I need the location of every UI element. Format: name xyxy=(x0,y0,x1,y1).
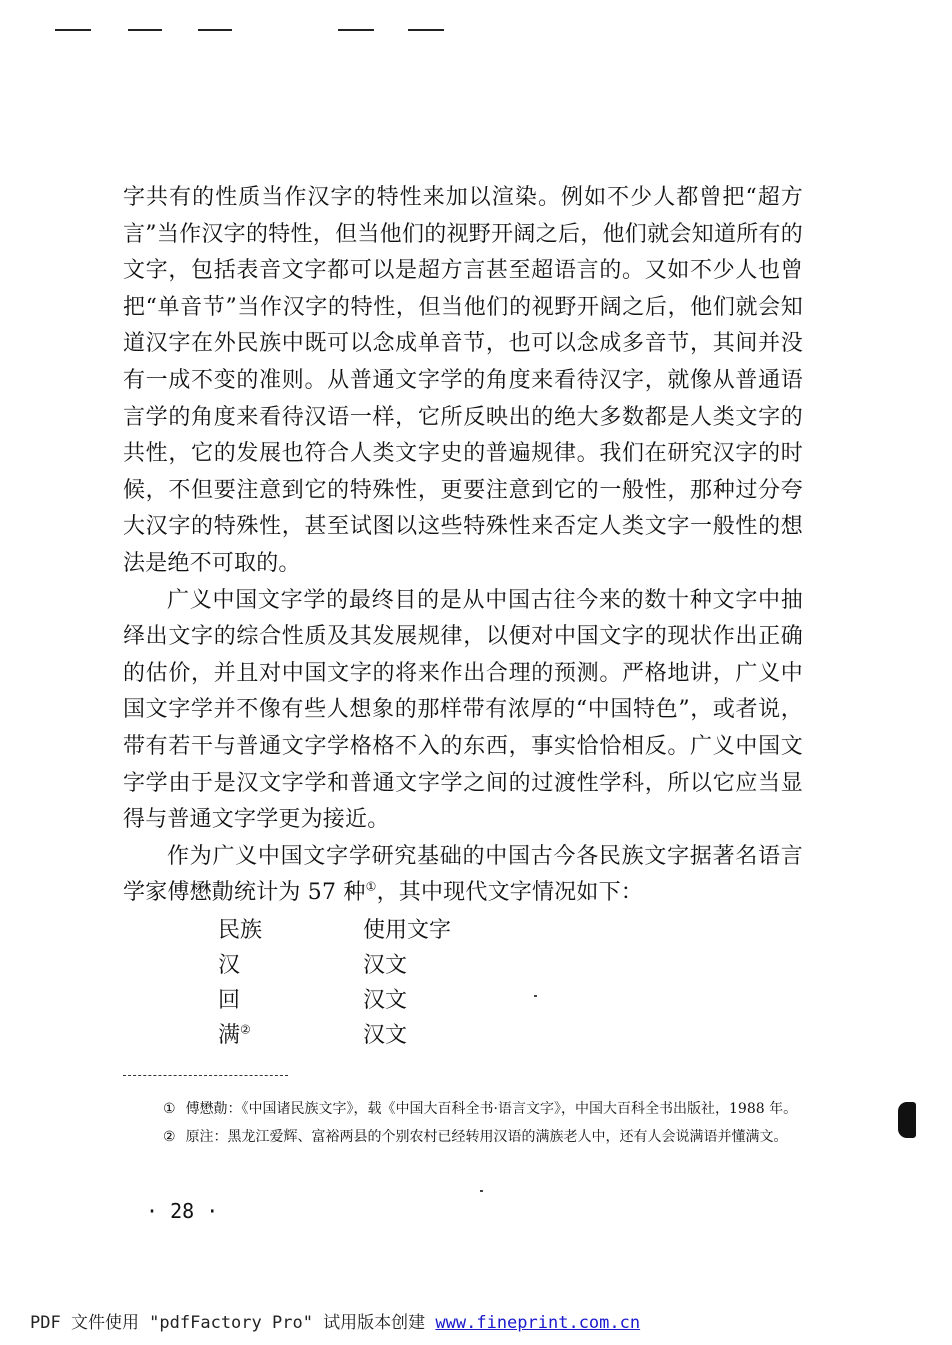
header-dashes xyxy=(0,0,952,40)
page-number: · 28 · xyxy=(146,1199,219,1223)
header-dash xyxy=(128,29,162,31)
paragraph: 广义中国文字学的最终目的是从中国古往今来的数十种文字中抽绎出文字的综合性质及其发展规律，以便对中国文字的现状作出正确的估价，并且对中国文字的将来作出合理的预测。严格地讲，广义中国文字学并不像有些人想象的那样带有浓厚的“中国特色”，或者说，带有若干与普通文字学格格不入的东西，事实恰恰相反。广义中国文字学由于是汉文字学和普通文字学之间的过渡性学科，所以它应当显得与普通文字学更为接近。 xyxy=(123,587,803,833)
header-dash xyxy=(408,29,444,31)
footnote-mark: ② xyxy=(163,1129,176,1145)
footnote xyxy=(123,1098,803,1120)
paragraph: 字共有的性质当作汉字的特性来加以渲染。例如不少人都曾把“超方言”当作汉字的特性，但当他们的视野开阔之后，他们就会知道所有的文字，包括表音文字都可以是超方言甚至超语言的。又如不少人也曾把“单音节”当作汉字的特性，但当他们的视野开阔之后，他们就会知道汉字在外民族中既可以念成单音节，也可以念成多音节，其间并没有一成不变的准则。从普通文字学的角度来看待汉字，就像从普通语言学的角度来看待汉语一样，它所反映出的绝大多数都是人类文字的共性，它的发展也符合人类文字史的普遍规律。我们在研究汉字的时候，不但要注意到它的特殊性，更要注意到它的一般性，那种过分夸大汉字的特殊性，甚至试图以这些特殊性来否定人类文字一般性的想法是绝不可取的。 xyxy=(123,185,803,576)
table-cell-script: 汉文 xyxy=(363,953,408,978)
table-header-ethnic: 民族 xyxy=(218,918,263,943)
table-row xyxy=(218,1018,578,1053)
footnote-reference: ② xyxy=(240,1022,251,1037)
pdf-footer xyxy=(30,1308,640,1333)
footnote-text: 原注：黑龙江爱辉、富裕两县的个别农村已经转用汉语的满族老人中，还有人会说满语并懂满文。 xyxy=(185,1129,788,1145)
table-cell-ethnic: 汉 xyxy=(218,953,241,978)
scan-edge-mark xyxy=(898,1102,916,1138)
paragraph xyxy=(123,839,803,912)
table-cell-ethnic: 回 xyxy=(218,988,241,1013)
table-header-row xyxy=(218,913,578,948)
table-row xyxy=(218,983,578,1018)
scan-speck xyxy=(480,1190,483,1192)
ethnic-name: 满 xyxy=(218,1023,241,1048)
table-cell-ethnic xyxy=(218,1018,363,1053)
footnote-divider xyxy=(123,1075,288,1076)
table-cell-script: 汉文 xyxy=(363,988,408,1013)
table-header-script: 使用文字 xyxy=(363,918,452,943)
table-cell-script: 汉文 xyxy=(363,1023,408,1048)
header-dash xyxy=(338,29,374,31)
paragraph-text: 作为广义中国文字学研究基础的中国古今各民族文字据著名语言学家傅懋勣统计为 57 种 xyxy=(123,843,803,906)
footnote-reference: ① xyxy=(365,879,377,894)
table-row xyxy=(218,948,578,983)
body-text xyxy=(123,180,803,912)
footer-link[interactable]: www.fineprint.com.cn xyxy=(435,1313,641,1333)
header-dash xyxy=(198,29,232,31)
footnote xyxy=(123,1126,803,1148)
header-dash xyxy=(55,29,91,31)
scan-speck xyxy=(534,995,537,997)
paragraph-text: ，其中现代文字情况如下： xyxy=(376,880,643,906)
footnote-text: 傅懋勣：《中国诸民族文字》，载《中国大百科全书·语言文字》，中国大百科全书出版社，1988 年。 xyxy=(185,1101,798,1117)
footnotes xyxy=(123,1098,803,1154)
footnote-mark: ① xyxy=(163,1101,176,1117)
footer-text: PDF 文件使用 "pdfFactory Pro" 试用版本创建 xyxy=(30,1313,436,1333)
ethnic-script-table xyxy=(218,913,578,1053)
